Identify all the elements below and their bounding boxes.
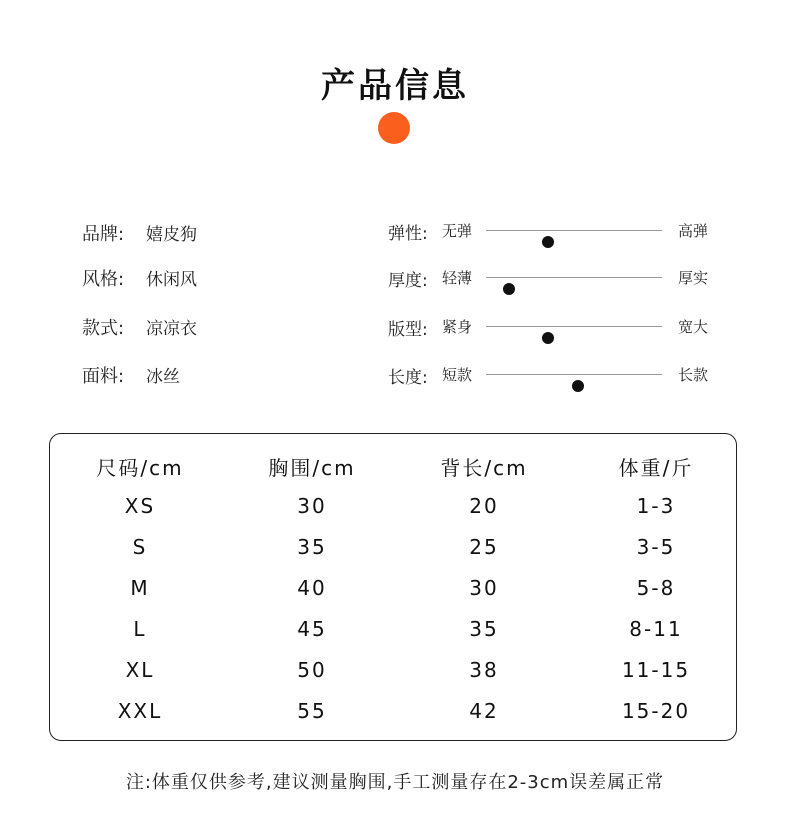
scale-min-label: 短款 [442, 366, 473, 384]
table-cell: 42 [469, 699, 499, 723]
table-cell: 50 [297, 658, 327, 682]
size-table [49, 433, 737, 741]
table-cell: 30 [469, 576, 499, 600]
scale-min-label: 轻薄 [442, 269, 473, 287]
scale-max-label: 宽大 [678, 318, 709, 336]
scale-max-label: 厚实 [678, 269, 709, 287]
table-cell: 1-3 [636, 494, 676, 518]
scale-label: 弹性: [388, 224, 428, 244]
attr-fabric [82, 362, 180, 388]
table-header: 胸围/cm [268, 456, 356, 480]
table-cell: 25 [469, 535, 499, 559]
table-cell: 5-8 [636, 576, 676, 600]
footnote: 注:体重仅供参考,建议测量胸围,手工测量存在2-3cm误差属正常 [125, 772, 665, 793]
table-cell: 15-20 [621, 699, 691, 723]
scale-track [486, 374, 662, 375]
scale-label: 长度: [388, 368, 428, 388]
attr-style [82, 265, 197, 291]
scale-min-label: 紧身 [442, 318, 473, 336]
table-cell: M [130, 576, 150, 600]
scale-elasticity [388, 219, 718, 243]
scale-length [388, 363, 718, 387]
table-cell: 40 [297, 576, 327, 600]
table-cell: XL [125, 658, 155, 682]
table-cell: S [132, 535, 148, 559]
page-title: 产品信息 [321, 66, 469, 106]
attr-value: 凉凉衣 [146, 319, 197, 339]
scale-max-label: 长款 [678, 366, 709, 384]
scale-track [486, 277, 662, 278]
scale-knob [542, 332, 554, 344]
table-header: 背长/cm [440, 456, 528, 480]
scale-min-label: 无弹 [442, 222, 473, 240]
scale-label: 版型: [388, 320, 428, 340]
table-cell: 38 [469, 658, 499, 682]
table-cell: XXL [117, 699, 163, 723]
attr-key: 款式: [82, 318, 125, 339]
scale-knob [572, 380, 584, 392]
attr-key: 面料: [82, 366, 125, 387]
attr-key: 品牌: [82, 224, 125, 245]
scale-thickness [388, 266, 718, 290]
scale-max-label: 高弹 [678, 222, 709, 240]
table-cell: 20 [469, 494, 499, 518]
table-cell: 55 [297, 699, 327, 723]
table-cell: 45 [297, 617, 327, 641]
scale-fit [388, 315, 718, 339]
table-cell: 30 [297, 494, 327, 518]
table-cell: 11-15 [621, 658, 691, 682]
scale-knob [542, 236, 554, 248]
attr-type [82, 314, 197, 340]
attr-value: 嬉皮狗 [146, 225, 197, 245]
table-cell: 35 [297, 535, 327, 559]
table-cell: 8-11 [629, 617, 683, 641]
attr-value: 冰丝 [146, 367, 180, 387]
table-cell: L [133, 617, 147, 641]
table-header: 体重/斤 [618, 456, 694, 480]
table-cell: 35 [469, 617, 499, 641]
scale-knob [503, 283, 515, 295]
attr-brand [82, 220, 197, 246]
scale-track [486, 326, 662, 327]
table-cell: 3-5 [636, 535, 676, 559]
scale-label: 厚度: [388, 271, 428, 291]
scale-track [486, 230, 662, 231]
accent-dot [378, 112, 410, 144]
attr-key: 风格: [82, 269, 125, 290]
table-cell: XS [124, 494, 156, 518]
attr-value: 休闲风 [146, 270, 197, 290]
table-header: 尺码/cm [96, 456, 184, 480]
